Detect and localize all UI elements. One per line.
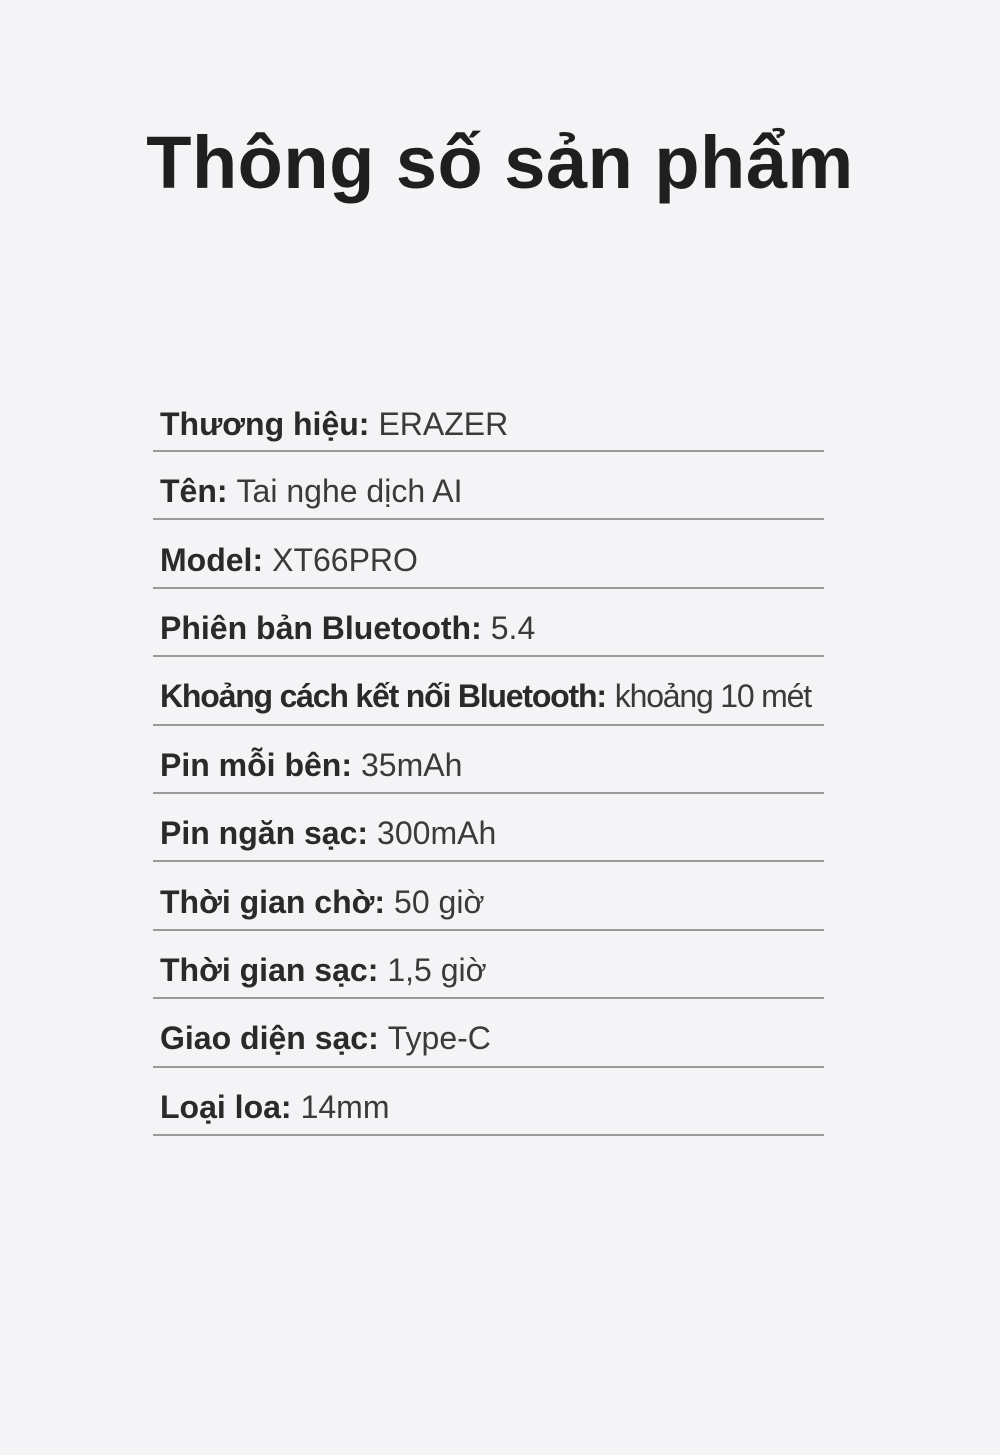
- spec-label: Giao diện sạc:: [160, 1020, 379, 1057]
- spec-label: Thời gian chờ:: [160, 883, 386, 920]
- spec-value: 300mAh: [377, 815, 497, 852]
- spec-row-speaker-type: [153, 1068, 824, 1136]
- spec-label: Thương hiệu:: [160, 405, 370, 442]
- spec-value: 50 giờ: [394, 883, 485, 920]
- spec-row-charge-port: [153, 999, 824, 1067]
- spec-value: 1,5 giờ: [387, 951, 487, 988]
- spec-label: Model:: [160, 541, 264, 578]
- spec-row-charge-time: [153, 931, 824, 999]
- spec-row-name: [153, 452, 824, 520]
- spec-value: XT66PRO: [272, 541, 418, 578]
- spec-row-battery-each: [153, 726, 824, 794]
- spec-label: Pin mỗi bên:: [160, 746, 352, 783]
- spec-value: ERAZER: [378, 405, 509, 442]
- spec-value: Type-C: [387, 1020, 491, 1057]
- spec-value: Tai nghe dịch AI: [236, 473, 463, 510]
- page-title: Thông số sản phẩm: [146, 121, 854, 204]
- spec-label: Khoảng cách kết nối Bluetooth:: [160, 678, 606, 715]
- spec-row-bluetooth-range: [153, 657, 824, 725]
- spec-row-model: [153, 520, 824, 588]
- spec-label: Thời gian sạc:: [160, 951, 379, 988]
- spec-row-case-battery: [153, 794, 824, 862]
- spec-value: 35mAh: [361, 746, 463, 783]
- spec-label: Loại loa:: [160, 1088, 292, 1125]
- spec-row-brand: [153, 385, 824, 452]
- spec-label: Pin ngăn sạc:: [160, 815, 369, 852]
- spec-list: [153, 385, 824, 1136]
- spec-label: Tên:: [160, 473, 228, 510]
- spec-row-bluetooth-version: [153, 589, 824, 657]
- spec-value: 5.4: [490, 609, 536, 646]
- spec-label: Phiên bản Bluetooth:: [160, 609, 482, 646]
- spec-value: khoảng 10 mét: [614, 678, 811, 715]
- spec-row-standby-time: [153, 862, 824, 930]
- spec-value: 14mm: [300, 1088, 390, 1125]
